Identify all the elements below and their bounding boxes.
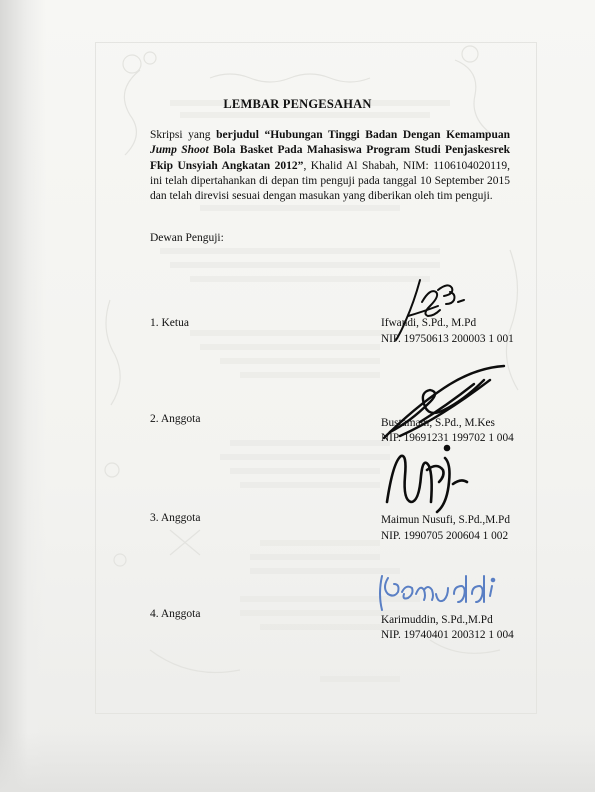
approval-paragraph xyxy=(150,128,510,204)
examiner-4-name: Karimuddin, S.Pd.,M.Pd xyxy=(381,614,493,626)
examiner-2-nip: NIP. 19691231 199702 1 004 xyxy=(381,432,514,444)
examiner-3-role: 3. Anggota xyxy=(150,512,201,524)
paragraph-rest: , Khalid Al Shabah, NIM: 1106104020119, ini telah dipertahankan di depan tim penguji pada tanggal 10 September 2015 dan telah direvisi sesuai dengan masukan yang diberikan oleh tim penguji. xyxy=(150,159,510,203)
signature-3-image xyxy=(383,440,473,520)
examiner-4-role: 4. Anggota xyxy=(150,608,201,620)
examiner-4-nip: NIP. 19740401 200312 1 004 xyxy=(381,629,514,641)
signature-4-image xyxy=(376,572,496,614)
committee-label: Dewan Penguji: xyxy=(150,232,224,244)
examiner-3-name: Maimun Nusufi, S.Pd.,M.Pd xyxy=(381,514,510,526)
paragraph-title-lead: berjudul “Hubungan Tinggi Badan Dengan Kemampuan xyxy=(216,129,510,141)
paragraph-intro: Skripsi yang xyxy=(150,129,217,141)
examiner-2-role: 2. Anggota xyxy=(150,413,201,425)
examiner-1-nip: NIP. 19750613 200003 1 001 xyxy=(381,333,514,345)
paragraph-title-italic: Jump Shoot xyxy=(150,144,209,157)
paragraph-title-tail: Bola Basket Pada Mahasiswa Program Studi Penjaskesrek Fkip Unsyiah Angkatan 2012” xyxy=(150,144,511,172)
page-title: LEMBAR PENGESAHAN xyxy=(223,97,372,111)
examiner-3-nip: NIP. 1990705 200604 1 002 xyxy=(381,530,509,542)
examiner-2-name: Bustamam, S.Pd., M.Kes xyxy=(381,417,495,429)
examiner-1-name: Ifwandi, S.Pd., M.Pd xyxy=(381,317,477,329)
examiner-1-role: 1. Ketua xyxy=(150,317,189,329)
